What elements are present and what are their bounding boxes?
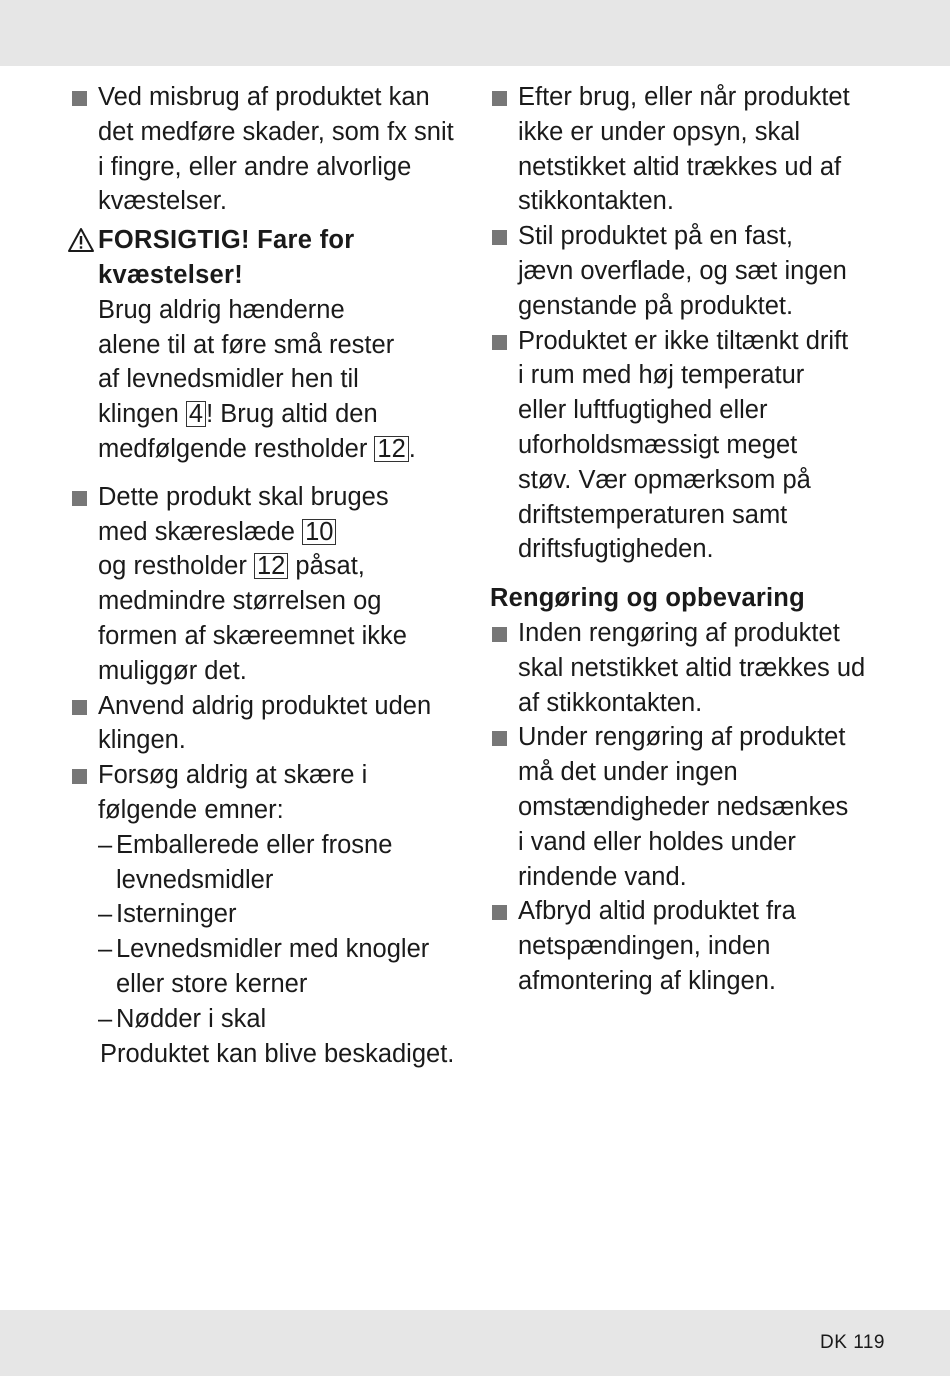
warning-title: FORSIGTIG! Fare for <box>98 226 355 255</box>
text-line: i vand eller holdes under <box>518 827 796 856</box>
list-item <box>490 720 890 894</box>
text-line: Nødder i skal <box>116 1004 267 1033</box>
part-reference: 12 <box>254 553 288 579</box>
text-line: formen af skæreemnet ikke <box>98 621 407 650</box>
text-line: Emballerede eller frosne <box>116 830 393 859</box>
square-bullet-icon <box>492 230 507 245</box>
caution-block <box>70 223 470 467</box>
text-line: alene til at føre små rester <box>98 330 395 359</box>
text-line: Brug aldrig hænderne <box>98 295 345 324</box>
section-heading: Rengøring og opbevaring <box>490 584 805 613</box>
text-line: det medføre skader, som fx snit <box>98 117 454 146</box>
part-reference: 4 <box>186 401 206 427</box>
top-band <box>0 0 950 66</box>
text-line: følgende emner: <box>98 795 284 824</box>
text-line: kvæstelser. <box>98 187 227 216</box>
closing-note: Produktet kan blive beskadiget. <box>100 1039 455 1068</box>
text-line: netspændingen, inden <box>518 932 771 961</box>
text-line: i fingre, eller andre alvorlige <box>98 152 412 181</box>
dash-bullet: – <box>98 830 113 859</box>
text-line: Inden rengøring af produktet <box>518 618 840 647</box>
square-bullet-icon <box>492 905 507 920</box>
text-line: Dette produkt skal bruges <box>98 482 389 511</box>
text-line: støv. Vær opmærksom på <box>518 465 811 494</box>
text-line: Produktet er ikke tiltænkt drift <box>518 326 849 355</box>
list-item <box>70 689 470 759</box>
text-line: Isterninger <box>116 900 237 929</box>
list-item <box>490 80 890 219</box>
square-bullet-icon <box>72 491 87 506</box>
square-bullet-icon <box>492 731 507 746</box>
part-reference: 12 <box>374 436 408 462</box>
text-line: Stil produktet på en fast, <box>518 222 793 251</box>
text-line: medmindre størrelsen og <box>98 587 382 616</box>
right-column <box>490 80 890 999</box>
text-line: med skæreslæde 10 <box>98 515 470 550</box>
text-line: skal netstikket altid trækkes ud <box>518 653 866 682</box>
list-item <box>490 219 890 323</box>
text-line: jævn overflade, og sæt ingen <box>518 256 847 285</box>
text-line: Ved misbrug af produktet kan <box>98 83 430 111</box>
text-line: Forsøg aldrig at skære i <box>98 761 368 790</box>
list-item <box>490 616 890 720</box>
page-number: DK 119 <box>820 1332 885 1353</box>
square-bullet-icon <box>72 700 87 715</box>
text-line: af levnedsmidler hen til <box>98 365 359 394</box>
square-bullet-icon <box>492 335 507 350</box>
dash-bullet: – <box>98 900 113 929</box>
text-line: må det under ingen <box>518 758 738 787</box>
text-line: genstande på produktet. <box>518 291 794 320</box>
list-item <box>490 894 890 998</box>
text-line: Levnedsmidler med knogler <box>116 935 430 964</box>
square-bullet-icon <box>72 91 87 106</box>
text-line: og restholder 12 påsat, <box>98 552 365 581</box>
dash-bullet: – <box>98 935 113 964</box>
sub-list-item <box>70 1002 470 1037</box>
text-line: medfølgende restholder 12 . <box>98 434 416 463</box>
text-line: i rum med høj temperatur <box>518 361 805 390</box>
text-line: omstændigheder nedsænkes <box>518 792 849 821</box>
warning-title: kvæstelser! <box>98 260 244 289</box>
dash-bullet: – <box>98 1004 113 1033</box>
text-line: af stikkontakten. <box>518 688 703 717</box>
text-line: netstikket altid trækkes ud af <box>518 152 842 181</box>
text-line: driftstemperaturen samt <box>518 500 788 529</box>
text-line: Under rengøring af produktet <box>518 723 846 752</box>
text-line: driftsfugtigheden. <box>518 535 714 564</box>
text-line: Anvend aldrig produktet uden <box>98 691 432 720</box>
text-line: stikkontakten. <box>518 187 674 216</box>
text-line: afmontering af klingen. <box>518 966 776 995</box>
square-bullet-icon <box>492 627 507 642</box>
text-line: klingen 4 ! Brug altid den <box>98 400 378 429</box>
text-line: ikke er under opsyn, skal <box>518 117 801 146</box>
sub-list-item <box>70 828 470 898</box>
bottom-band <box>0 1310 950 1376</box>
part-reference: 10 <box>302 519 336 545</box>
list-item <box>70 480 470 689</box>
square-bullet-icon <box>492 91 507 106</box>
text-line: eller store kerner <box>116 969 308 998</box>
left-column <box>70 80 470 1071</box>
text-line: klingen. <box>98 726 186 755</box>
list-item <box>70 758 470 828</box>
square-bullet-icon <box>72 769 87 784</box>
list-item <box>490 324 890 568</box>
text-line: Afbryd altid produktet fra <box>518 897 796 926</box>
text-line: rindende vand. <box>518 862 687 891</box>
text-line: muliggør det. <box>98 656 247 685</box>
text-line: Efter brug, eller når produktet <box>518 83 850 111</box>
sub-list-item <box>70 932 470 1002</box>
warning-triangle-icon <box>67 227 95 253</box>
sub-list-item <box>70 897 470 932</box>
text-line: eller luftfugtighed eller <box>518 396 768 425</box>
text-line: levnedsmidler <box>116 865 274 894</box>
list-item <box>70 80 470 219</box>
text-line: uforholdsmæssigt meget <box>518 430 798 459</box>
